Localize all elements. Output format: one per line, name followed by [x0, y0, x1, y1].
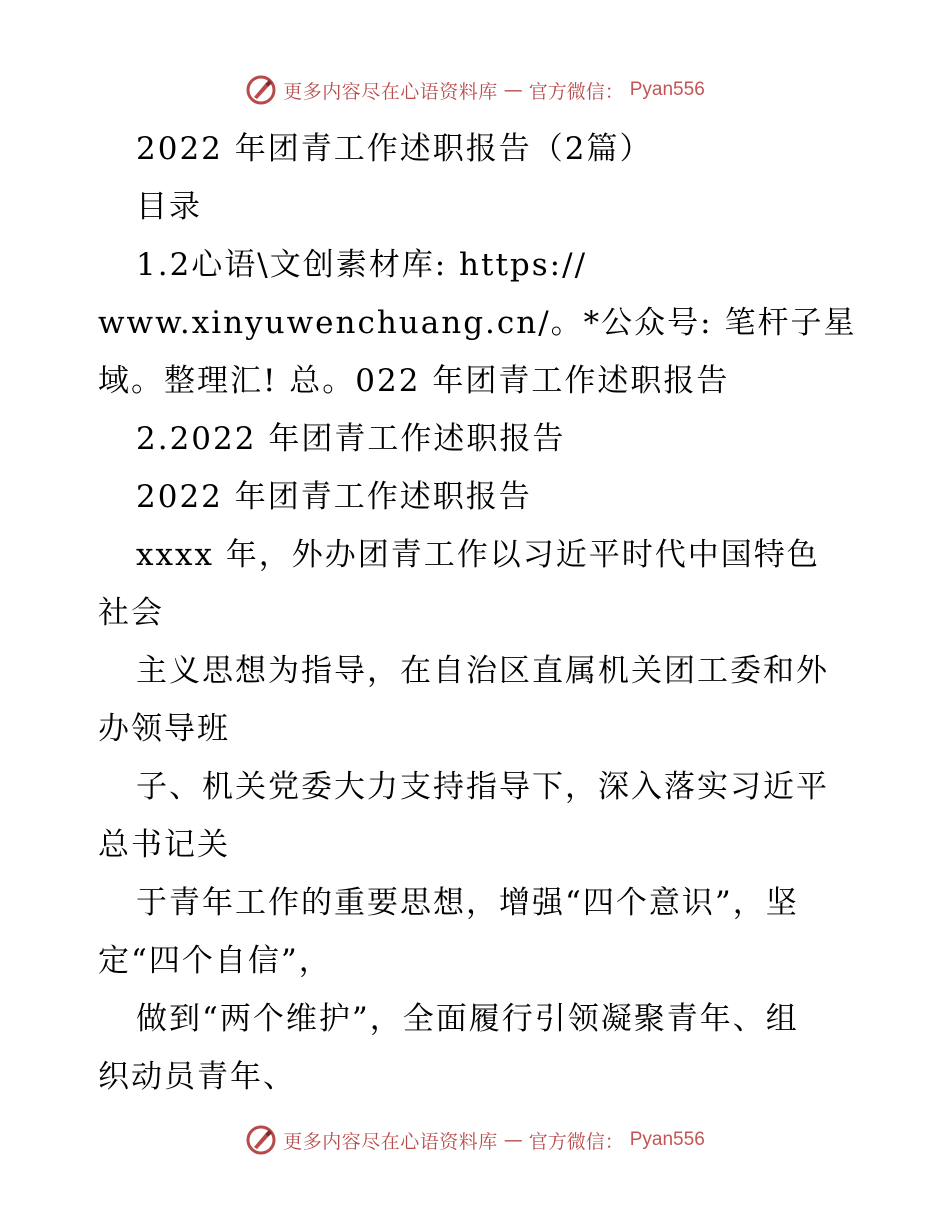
text-line: 办领导班	[98, 711, 230, 747]
banner-label: 官方微信：	[528, 80, 624, 103]
watermark-banner-bottom	[0, 1120, 950, 1160]
pen-logo-icon	[245, 1124, 277, 1156]
text-line: 域。整理汇! 总。022 年团青工作述职报告	[98, 363, 730, 399]
text-line: 目录	[136, 189, 202, 225]
banner-wechat-id: Pyan556	[629, 79, 705, 100]
text-line: 主义思想为指导，在自治区直属机关团工委和外	[136, 653, 829, 689]
text-line: xxxx 年，外办团青工作以习近平时代中国特色	[136, 537, 820, 573]
banner-wechat-id: Pyan556	[629, 1129, 705, 1150]
text-line: 2022 年团青工作述职报告	[136, 479, 532, 515]
banner-text: 更多内容尽在心语资料库	[283, 80, 498, 103]
pen-logo-icon	[245, 74, 277, 106]
text-line: 社会	[98, 595, 164, 631]
banner-separator: —	[503, 1129, 523, 1151]
document-body	[98, 120, 858, 1106]
text-line: 做到“两个维护”，全面履行引领凝聚青年、组	[136, 1001, 799, 1037]
banner-label: 官方微信：	[528, 1130, 624, 1153]
text-line: 2022 年团青工作述职报告（2篇）	[136, 131, 653, 167]
text-line: 2.2022 年团青工作述职报告	[136, 421, 566, 457]
text-line: 总书记关	[98, 827, 230, 863]
banner-separator: —	[503, 79, 523, 101]
text-line: www.xinyuwenchuang.cn/。*公众号: 笔杆子星	[98, 305, 857, 341]
text-line: 于青年工作的重要思想，增强“四个意识”，坚	[136, 885, 799, 921]
text-line: 1.2心语\文创素材库: https://	[136, 247, 588, 283]
text-line: 定“四个自信”，	[98, 943, 332, 979]
watermark-banner-top	[0, 70, 950, 110]
text-line: 织动员青年、	[98, 1059, 296, 1095]
text-line: 子、机关党委大力支持指导下，深入落实习近平	[136, 769, 829, 805]
banner-text: 更多内容尽在心语资料库	[283, 1130, 498, 1153]
